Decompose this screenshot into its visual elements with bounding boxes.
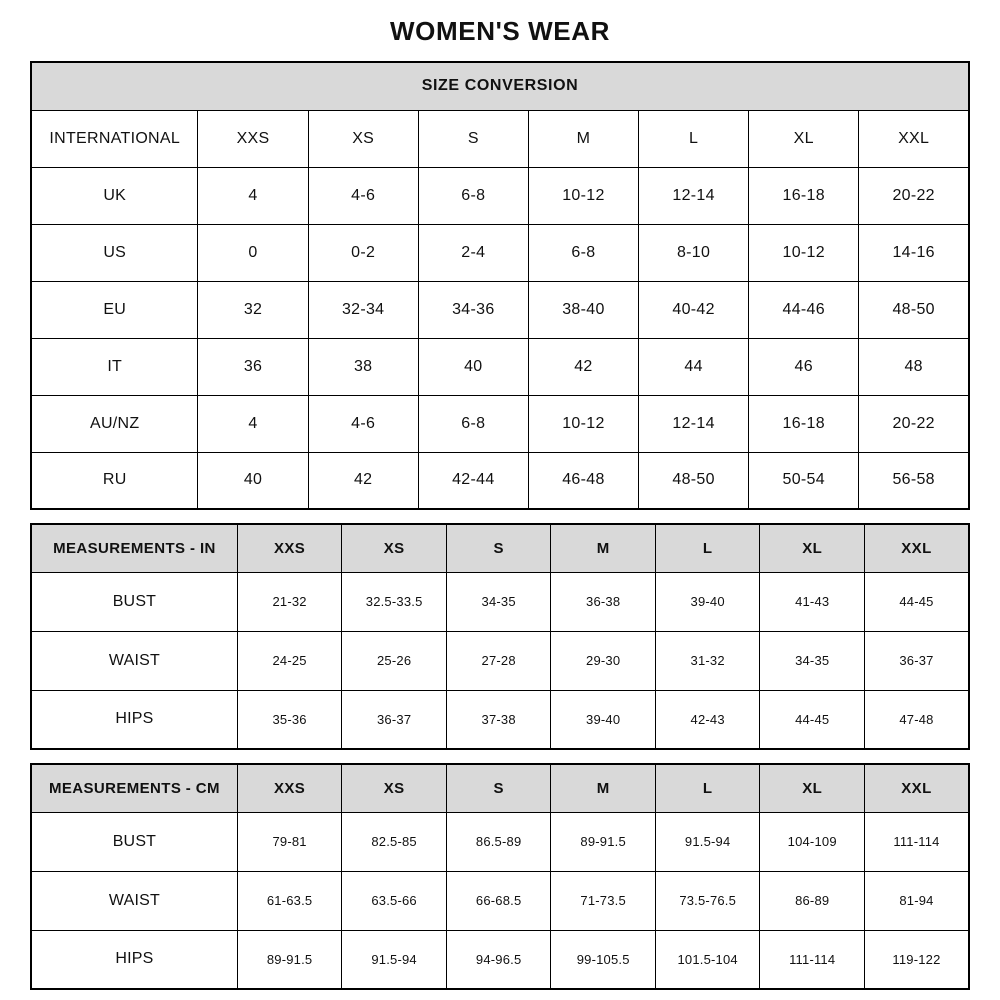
table-cell: 6-8 [418, 395, 528, 452]
table-cell: 35-36 [237, 690, 342, 749]
table-row [31, 224, 969, 281]
table-cell: 4 [198, 167, 308, 224]
table-row [31, 812, 969, 871]
table-cell: 39-40 [551, 690, 656, 749]
table-cell: 94-96.5 [446, 930, 551, 989]
size-conversion-header: SIZE CONVERSION [31, 62, 969, 110]
table-cell: 71-73.5 [551, 871, 656, 930]
table-cell: 56-58 [859, 452, 969, 509]
table-cell: 40 [198, 452, 308, 509]
table-cell: 0 [198, 224, 308, 281]
column-header: L [655, 524, 760, 572]
table-row [31, 110, 969, 167]
table-cell: 10-12 [749, 224, 859, 281]
row-label: EU [31, 281, 198, 338]
column-header: M [551, 524, 656, 572]
table-cell: 91.5-94 [655, 812, 760, 871]
table-cell: 39-40 [655, 572, 760, 631]
table-cell: 25-26 [342, 631, 447, 690]
table-cell: 32.5-33.5 [342, 572, 447, 631]
column-header: S [446, 524, 551, 572]
table-cell: 4-6 [308, 395, 418, 452]
table-cell: 20-22 [859, 167, 969, 224]
table-cell: 2-4 [418, 224, 528, 281]
measurements-in-header: MEASUREMENTS - IN [31, 524, 237, 572]
table-row [31, 167, 969, 224]
table-cell: 37-38 [446, 690, 551, 749]
table-cell: 6-8 [528, 224, 638, 281]
column-header: XL [760, 524, 865, 572]
table-cell: 46 [749, 338, 859, 395]
table-row [31, 452, 969, 509]
table-cell: 14-16 [859, 224, 969, 281]
table-cell: XS [308, 110, 418, 167]
table-cell: 42-44 [418, 452, 528, 509]
table-cell: 47-48 [864, 690, 969, 749]
table-cell: 44-45 [864, 572, 969, 631]
table-cell: 86.5-89 [446, 812, 551, 871]
measurements-cm-header: MEASUREMENTS - CM [31, 764, 237, 812]
table-cell: 36 [198, 338, 308, 395]
table-cell: 10-12 [528, 167, 638, 224]
table-cell: 86-89 [760, 871, 865, 930]
table-cell: 36-37 [864, 631, 969, 690]
table-cell: 42 [308, 452, 418, 509]
table-cell: L [639, 110, 749, 167]
table-cell: 10-12 [528, 395, 638, 452]
column-header: XL [760, 764, 865, 812]
table-cell: 6-8 [418, 167, 528, 224]
table-cell: XXS [198, 110, 308, 167]
table-cell: 27-28 [446, 631, 551, 690]
column-header: XXS [237, 764, 342, 812]
table-cell: 42-43 [655, 690, 760, 749]
table-cell: 48-50 [859, 281, 969, 338]
table-cell: 119-122 [864, 930, 969, 989]
table-cell: 111-114 [760, 930, 865, 989]
row-label: BUST [31, 812, 237, 871]
table-cell: 89-91.5 [551, 812, 656, 871]
table-row [31, 690, 969, 749]
table-cell: 12-14 [639, 395, 749, 452]
table-row [31, 871, 969, 930]
table-cell: 61-63.5 [237, 871, 342, 930]
row-label: UK [31, 167, 198, 224]
table-cell: 44-46 [749, 281, 859, 338]
column-header: S [446, 764, 551, 812]
column-header: XS [342, 764, 447, 812]
table-row [31, 62, 969, 110]
row-label: HIPS [31, 930, 237, 989]
table-cell: 81-94 [864, 871, 969, 930]
table-cell: 44-45 [760, 690, 865, 749]
table-cell: 24-25 [237, 631, 342, 690]
table-cell: 38 [308, 338, 418, 395]
table-cell: 41-43 [760, 572, 865, 631]
table-cell: 111-114 [864, 812, 969, 871]
table-cell: XXL [859, 110, 969, 167]
table-cell: 32 [198, 281, 308, 338]
row-label: AU/NZ [31, 395, 198, 452]
table-cell: 66-68.5 [446, 871, 551, 930]
table-cell: 46-48 [528, 452, 638, 509]
column-header: L [655, 764, 760, 812]
table-row [31, 572, 969, 631]
table-cell: 31-32 [655, 631, 760, 690]
table-cell: 4-6 [308, 167, 418, 224]
table-cell: 40 [418, 338, 528, 395]
column-header: XXS [237, 524, 342, 572]
table-row [31, 930, 969, 989]
column-header: XXL [864, 524, 969, 572]
row-label: WAIST [31, 631, 237, 690]
table-cell: 32-34 [308, 281, 418, 338]
row-label: WAIST [31, 871, 237, 930]
table-cell: 89-91.5 [237, 930, 342, 989]
table-row [31, 395, 969, 452]
table-cell: XL [749, 110, 859, 167]
table-cell: 40-42 [639, 281, 749, 338]
table-cell: S [418, 110, 528, 167]
row-label: RU [31, 452, 198, 509]
table-cell: 104-109 [760, 812, 865, 871]
table-cell: 101.5-104 [655, 930, 760, 989]
row-label: HIPS [31, 690, 237, 749]
table-cell: 34-35 [760, 631, 865, 690]
table-cell: 20-22 [859, 395, 969, 452]
table-row [31, 764, 969, 812]
size-conversion-table [30, 61, 970, 510]
row-label: US [31, 224, 198, 281]
table-cell: 63.5-66 [342, 871, 447, 930]
table-cell: 4 [198, 395, 308, 452]
table-cell: 8-10 [639, 224, 749, 281]
table-cell: 12-14 [639, 167, 749, 224]
table-cell: 48 [859, 338, 969, 395]
table-row [31, 338, 969, 395]
table-cell: 73.5-76.5 [655, 871, 760, 930]
table-cell: 36-38 [551, 572, 656, 631]
table-row [31, 281, 969, 338]
column-header: XXL [864, 764, 969, 812]
measurements-in-table [30, 523, 970, 750]
table-cell: 82.5-85 [342, 812, 447, 871]
table-row [31, 631, 969, 690]
table-cell: 34-36 [418, 281, 528, 338]
table-cell: 21-32 [237, 572, 342, 631]
table-cell: 16-18 [749, 167, 859, 224]
column-header: XS [342, 524, 447, 572]
page-title: WOMEN'S WEAR [390, 16, 610, 46]
table-cell: 44 [639, 338, 749, 395]
measurements-cm-table [30, 763, 970, 990]
row-label: INTERNATIONAL [31, 110, 198, 167]
table-cell: 38-40 [528, 281, 638, 338]
table-cell: 99-105.5 [551, 930, 656, 989]
table-cell: 91.5-94 [342, 930, 447, 989]
column-header: M [551, 764, 656, 812]
row-label: IT [31, 338, 198, 395]
table-cell: M [528, 110, 638, 167]
table-cell: 42 [528, 338, 638, 395]
table-cell: 0-2 [308, 224, 418, 281]
table-cell: 16-18 [749, 395, 859, 452]
table-row [31, 524, 969, 572]
table-cell: 36-37 [342, 690, 447, 749]
table-cell: 34-35 [446, 572, 551, 631]
table-cell: 79-81 [237, 812, 342, 871]
table-cell: 50-54 [749, 452, 859, 509]
row-label: BUST [31, 572, 237, 631]
table-cell: 48-50 [639, 452, 749, 509]
table-cell: 29-30 [551, 631, 656, 690]
